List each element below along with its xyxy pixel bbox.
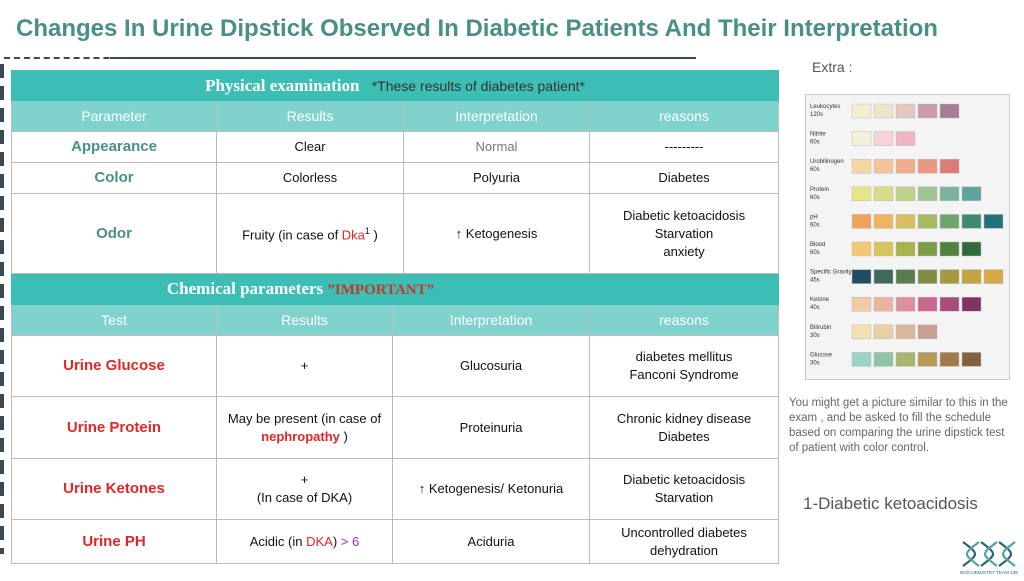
reason-line: Chronic kidney disease bbox=[616, 410, 752, 426]
dna-logo-icon bbox=[955, 538, 1023, 576]
table-row bbox=[12, 163, 779, 194]
color-swatch bbox=[940, 242, 959, 256]
color-swatch bbox=[940, 104, 959, 118]
chart-row-label: Protein bbox=[810, 186, 830, 193]
param-color: Color bbox=[12, 163, 217, 194]
result-text: Acidic (in bbox=[249, 533, 307, 549]
result-cell bbox=[217, 520, 393, 564]
svg-text:BIOCHEMISTRY TEAM 438: BIOCHEMISTRY TEAM 438 bbox=[960, 570, 1018, 575]
interpretation-cell: ↑ Ketogenesis/ Ketonuria bbox=[393, 459, 590, 520]
test-urine-glucose: Urine Glucose bbox=[12, 336, 217, 397]
color-swatch bbox=[874, 214, 893, 228]
reason-cell: Diabetes bbox=[590, 163, 779, 194]
test-urine-ph: Urine PH bbox=[12, 520, 217, 564]
reason-line: anxiety bbox=[663, 243, 705, 259]
color-swatch bbox=[896, 297, 915, 311]
result-cell bbox=[217, 194, 404, 274]
color-swatch bbox=[896, 242, 915, 256]
color-swatch bbox=[918, 214, 937, 228]
reason-line: Diabetic ketoacidosis bbox=[622, 472, 746, 487]
table-row bbox=[12, 520, 779, 564]
color-swatch bbox=[918, 325, 937, 339]
reason-cell bbox=[590, 459, 779, 520]
chemical-band-empty bbox=[590, 275, 779, 305]
physical-header-row bbox=[12, 101, 779, 132]
chart-row-label: Leukocytes bbox=[810, 104, 841, 110]
color-swatch bbox=[852, 297, 871, 311]
ph-threshold: > 6 bbox=[340, 533, 360, 549]
color-swatch bbox=[852, 325, 871, 339]
color-swatch bbox=[874, 104, 893, 118]
chart-row-label: Glucose bbox=[810, 352, 833, 359]
result-text: ) bbox=[332, 533, 341, 549]
dka-text: DKA bbox=[306, 533, 333, 549]
chart-row-time: 60s bbox=[810, 139, 820, 146]
color-swatch bbox=[962, 242, 981, 256]
chart-row-label: Urobilinogen bbox=[810, 159, 844, 166]
reason-cell bbox=[590, 397, 779, 459]
color-swatch bbox=[874, 352, 893, 366]
header-results: Results bbox=[217, 305, 393, 336]
chart-row-time: 30s bbox=[810, 332, 820, 339]
left-margin-marker bbox=[0, 64, 4, 554]
color-swatch bbox=[852, 104, 871, 118]
color-swatch bbox=[874, 297, 893, 311]
color-swatch bbox=[852, 242, 871, 256]
color-swatch bbox=[918, 297, 937, 311]
reason-line: Diabetic ketoacidosis bbox=[622, 207, 746, 223]
chart-row-label: pH bbox=[810, 214, 818, 221]
reason-line: Diabetes bbox=[658, 428, 710, 444]
chart-row-label: Blood bbox=[810, 242, 826, 248]
color-swatch bbox=[896, 159, 915, 173]
physical-examination-table bbox=[11, 70, 779, 274]
reason-cell bbox=[590, 520, 779, 564]
reason-line: dehydration bbox=[650, 542, 718, 558]
color-swatch bbox=[896, 187, 915, 201]
reason-cell bbox=[590, 194, 779, 274]
table-row bbox=[12, 459, 779, 520]
reason-cell bbox=[590, 336, 779, 397]
table-row bbox=[12, 397, 779, 459]
color-swatch bbox=[852, 159, 871, 173]
chemical-header-row bbox=[12, 305, 779, 336]
param-odor: Odor bbox=[12, 194, 217, 274]
result-cell bbox=[217, 397, 393, 459]
color-swatch bbox=[940, 297, 959, 311]
chemical-parameters-table bbox=[11, 274, 779, 564]
interpretation-cell: Proteinuria bbox=[393, 397, 590, 459]
color-swatch bbox=[940, 270, 959, 284]
color-swatch bbox=[940, 352, 959, 366]
important-label: ”IMPORTANT” bbox=[327, 282, 435, 298]
color-swatch bbox=[896, 214, 915, 228]
dipstick-color-chart bbox=[805, 94, 1010, 380]
chemical-band-title: Chemical parameters bbox=[166, 279, 328, 298]
result-text: May be present (in case of bbox=[227, 410, 382, 426]
param-appearance: Appearance bbox=[12, 132, 217, 163]
table-row bbox=[12, 132, 779, 163]
result-text-end: ) bbox=[339, 428, 348, 444]
color-swatch bbox=[852, 187, 871, 201]
physical-band bbox=[12, 71, 779, 101]
result-text: + bbox=[300, 472, 309, 487]
title-underline bbox=[110, 57, 696, 59]
table-row bbox=[12, 194, 779, 274]
color-swatch bbox=[918, 104, 937, 118]
chart-row-time: 60s bbox=[810, 250, 820, 256]
physical-band-note: *These results of diabetes patient* bbox=[371, 77, 585, 94]
interpretation-cell: ↑ Ketogenesis bbox=[404, 194, 590, 274]
result-cell: Clear bbox=[217, 132, 404, 163]
chart-row-label: Specific Gravity bbox=[810, 269, 852, 276]
color-swatch bbox=[918, 352, 937, 366]
reason-line: diabetes mellitus bbox=[635, 349, 733, 364]
color-swatch bbox=[918, 242, 937, 256]
color-swatch bbox=[984, 270, 1003, 284]
chart-row-label: Ketone bbox=[810, 297, 830, 304]
chart-row-time: 40s bbox=[810, 305, 820, 312]
header-interpretation: Interpretation bbox=[404, 101, 590, 132]
color-swatch bbox=[940, 187, 959, 201]
header-results: Results bbox=[217, 101, 404, 132]
chart-row-label: Nitrite bbox=[810, 131, 826, 138]
header-interpretation: Interpretation bbox=[393, 305, 590, 336]
reason-line: Starvation bbox=[654, 225, 714, 241]
color-swatch bbox=[874, 242, 893, 256]
color-swatch bbox=[874, 132, 893, 146]
color-swatch bbox=[896, 352, 915, 366]
result-text: Fruity (in case of bbox=[242, 227, 342, 243]
color-swatch bbox=[962, 352, 981, 366]
table-row bbox=[12, 336, 779, 397]
interpretation-cell: Normal bbox=[404, 132, 590, 163]
header-reasons: reasons bbox=[590, 101, 779, 132]
color-swatch bbox=[874, 187, 893, 201]
color-swatch bbox=[984, 214, 1003, 228]
color-swatch bbox=[918, 187, 937, 201]
result-text: (In case of DKA) bbox=[256, 490, 353, 505]
interpretation-cell: Aciduria bbox=[393, 520, 590, 564]
interpretation-cell: Glucosuria bbox=[393, 336, 590, 397]
color-swatch bbox=[874, 159, 893, 173]
reason-line: Fanconi Syndrome bbox=[629, 367, 739, 382]
page-title: Changes In Urine Dipstick Observed In Diabetic Patients And Their Interpretation bbox=[16, 15, 938, 42]
test-urine-ketones: Urine Ketones bbox=[12, 459, 217, 520]
color-swatch bbox=[852, 352, 871, 366]
chemical-band bbox=[12, 275, 779, 305]
dipstick-chart-image bbox=[806, 95, 1009, 379]
test-urine-protein: Urine Protein bbox=[12, 397, 217, 459]
color-swatch bbox=[852, 270, 871, 284]
answer-text: 1-Diabetic ketoacidosis bbox=[803, 494, 978, 513]
chart-row-time: 120s bbox=[810, 112, 824, 118]
footnote-marker: 1 bbox=[364, 226, 370, 237]
color-swatch bbox=[896, 325, 915, 339]
color-swatch bbox=[918, 159, 937, 173]
extra-label: Extra : bbox=[812, 59, 853, 75]
physical-band-title: Physical examination bbox=[205, 75, 360, 95]
header-parameter: Parameter bbox=[12, 101, 217, 132]
result-cell bbox=[217, 459, 393, 520]
dka-text: Dka bbox=[341, 227, 365, 243]
header-reasons: reasons bbox=[590, 305, 779, 336]
result-text-end: ) bbox=[369, 227, 378, 243]
chart-row-time: 60s bbox=[810, 194, 820, 201]
color-swatch bbox=[874, 270, 893, 284]
color-swatch bbox=[896, 104, 915, 118]
color-swatch bbox=[918, 270, 937, 284]
reason-line: Uncontrolled diabetes bbox=[621, 524, 747, 540]
chart-row-time: 45s bbox=[810, 277, 820, 284]
color-swatch bbox=[874, 325, 893, 339]
color-swatch bbox=[962, 187, 981, 201]
reason-cell: --------- bbox=[590, 132, 779, 163]
chart-row-time: 60s bbox=[810, 222, 820, 229]
color-swatch bbox=[962, 214, 981, 228]
chart-row-label: Bilirubin bbox=[810, 324, 832, 331]
reason-line: Starvation bbox=[654, 490, 714, 505]
interpretation-cell: Polyuria bbox=[404, 163, 590, 194]
color-swatch bbox=[852, 132, 871, 146]
color-swatch bbox=[852, 214, 871, 228]
header-test: Test bbox=[12, 305, 217, 336]
color-swatch bbox=[896, 132, 915, 146]
color-swatch bbox=[940, 214, 959, 228]
color-swatch bbox=[962, 297, 981, 311]
color-swatch bbox=[962, 270, 981, 284]
color-swatch bbox=[896, 270, 915, 284]
result-cell: Colorless bbox=[217, 163, 404, 194]
nephropathy-text: nephropathy bbox=[261, 428, 340, 444]
color-swatch bbox=[940, 159, 959, 173]
side-note: You might get a picture similar to this in the exam , and be asked to fill the schedule based on comparing the urine dipstick test of patient with color control. bbox=[789, 397, 1008, 454]
chart-row-time: 60s bbox=[810, 167, 820, 174]
chart-row-time: 30s bbox=[810, 360, 820, 367]
result-cell: + bbox=[217, 336, 393, 397]
team-logo bbox=[955, 538, 1023, 576]
